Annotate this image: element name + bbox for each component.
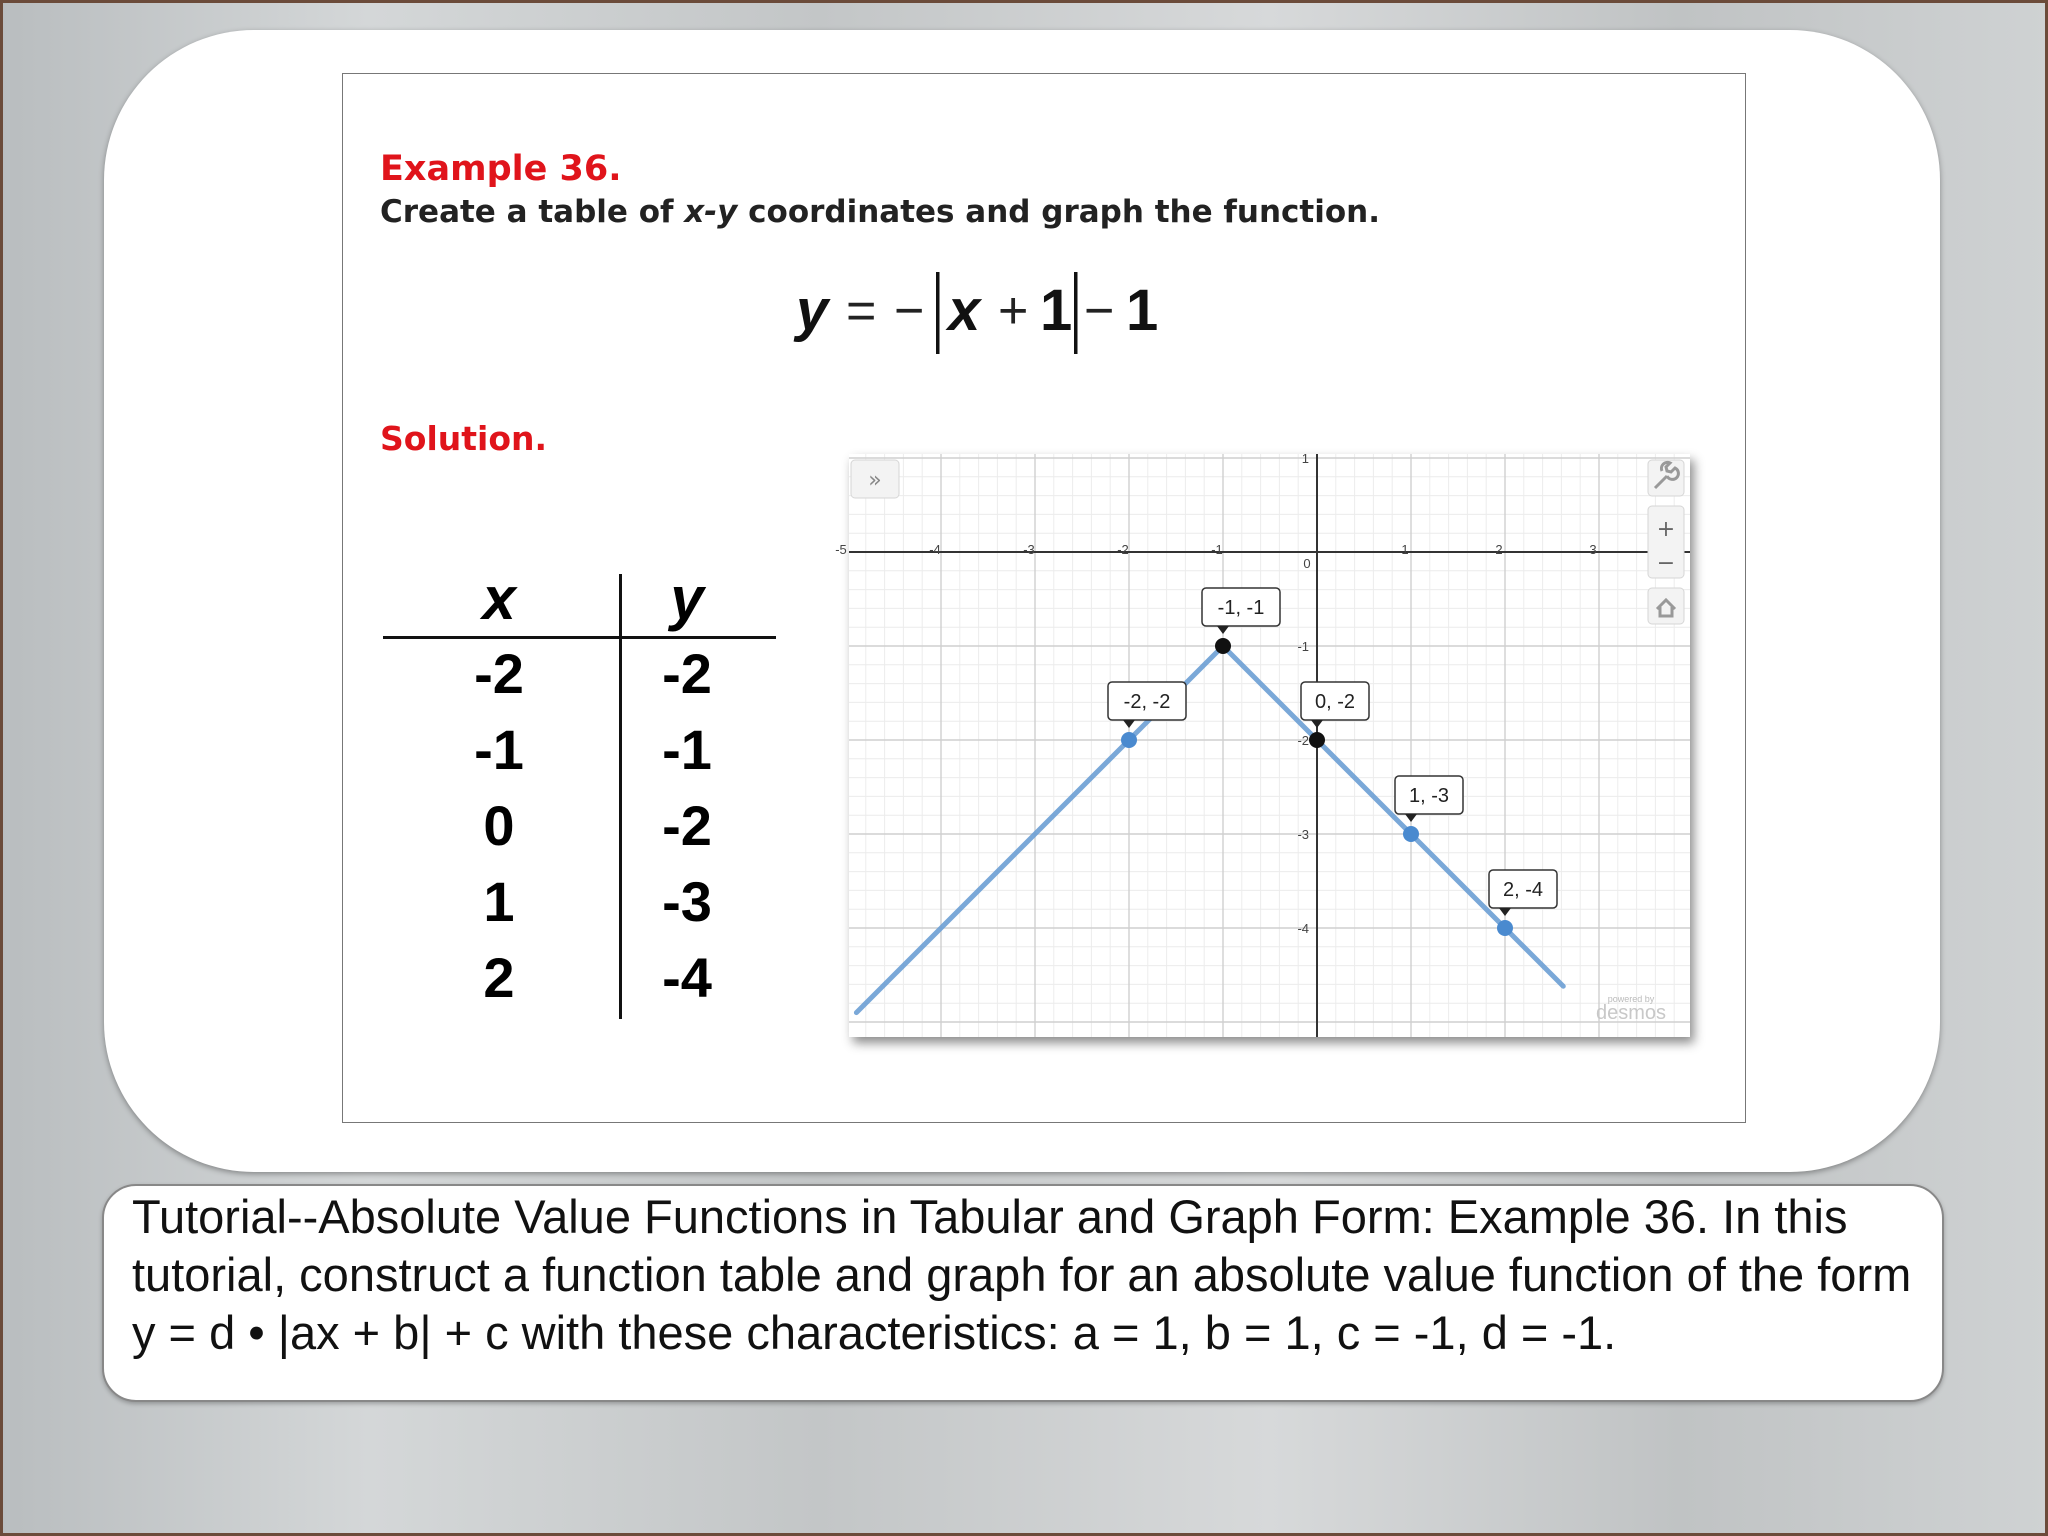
watermark-powered-by: powered by: [1607, 994, 1655, 1004]
x-tick-label: -2: [1117, 542, 1129, 557]
desmos-logo: desmos: [1595, 1002, 1667, 1024]
table-cell-y: -3: [662, 870, 712, 933]
lesson-slide: [342, 73, 1746, 1123]
absolute-value-line: [856, 646, 1563, 1013]
point-label: -2, -2: [1123, 691, 1171, 713]
point-label-pointer: [1405, 814, 1417, 822]
table-cell-x: 0: [483, 794, 515, 857]
equation-tail-minus: −: [1084, 282, 1115, 340]
point-label-pointer: [1217, 626, 1229, 634]
abs-bar-left: [936, 272, 940, 354]
point-label-pointer: [1123, 720, 1135, 728]
table-cell-y: -2: [662, 642, 712, 705]
data-point: [1121, 732, 1137, 748]
equation-inner-x: x: [948, 278, 981, 343]
table-header-y: y: [670, 565, 704, 632]
abs-bar-right: [1074, 272, 1078, 354]
caption-text: Tutorial--Absolute Value Functions in Tabular and Graph Form: Example 36. In this tutorial, construct a function table and graph for an absolute value function of the form y = d • |ax + b| + c with these characteristics: a = 1, b = 1, c = -1, d = -1.: [132, 1190, 1912, 1359]
point-label: -1, -1: [1217, 597, 1265, 619]
data-point: [1403, 826, 1419, 842]
x-tick-label: 1: [1401, 542, 1409, 557]
equation-tail-const: 1: [1126, 278, 1159, 343]
graph-axes: [849, 454, 1690, 1037]
table-cell-y: -1: [662, 718, 712, 781]
table-cell-y: -2: [662, 794, 712, 857]
x-tick-labels: [835, 542, 1596, 571]
expand-expressions-button[interactable]: [851, 460, 899, 498]
table-header-x: x: [482, 565, 516, 632]
zoom-controls: [1648, 506, 1684, 578]
y-tick-label: -1: [1297, 639, 1309, 654]
point-label-pointer: [1311, 720, 1323, 728]
home-button-bg[interactable]: [1648, 588, 1684, 624]
point-label: 0, -2: [1314, 691, 1356, 713]
table-cell-x: -1: [474, 718, 524, 781]
solution-label: Solution.: [380, 419, 548, 458]
zoom-out-button[interactable]: −: [1656, 551, 1676, 576]
equation-equals: =: [846, 282, 877, 340]
point-label: 1, -3: [1408, 785, 1450, 807]
equation-lhs: y: [796, 278, 829, 343]
zoom-in-button[interactable]: +: [1656, 517, 1676, 542]
table-cell-x: 1: [483, 870, 515, 933]
function-equation: [343, 254, 1745, 364]
plotted-points: [1108, 588, 1557, 936]
data-point: [1215, 638, 1231, 654]
data-point: [1309, 732, 1325, 748]
point-label: 2, -4: [1502, 879, 1544, 901]
xy-table: [383, 494, 783, 1024]
table-cell-y: -4: [662, 946, 712, 1009]
default-viewport-button[interactable]: [1648, 588, 1684, 624]
function-curve: [856, 646, 1563, 1013]
equation-plus: +: [998, 282, 1029, 340]
instruction-part-1: Create a table of: [380, 194, 685, 230]
x-tick-label: -4: [929, 542, 941, 557]
x-tick-label: -1: [1211, 542, 1223, 557]
table-column-divider: [619, 574, 622, 1019]
chevron-double-right-icon[interactable]: »: [868, 468, 882, 493]
instruction-part-3: coordinates and graph the function.: [737, 194, 1381, 230]
equation-svg: [784, 254, 1304, 364]
x-tick-label: -3: [1023, 542, 1035, 557]
table-cell-x: 2: [483, 946, 515, 1009]
table-header-rule: [383, 636, 776, 639]
x-tick-label: 3: [1589, 542, 1597, 557]
caption-box: [102, 1184, 1944, 1402]
y-tick-label: -4: [1297, 921, 1309, 936]
instruction-xy-term: x-y: [684, 194, 738, 230]
x-tick-label: 2: [1495, 542, 1503, 557]
table-cell-x: -2: [474, 642, 524, 705]
y-tick-label: 1: [1301, 451, 1309, 466]
data-point: [1497, 920, 1513, 936]
graph-canvas[interactable]: [835, 451, 1690, 1037]
grid-minor: [849, 454, 1690, 1037]
instruction-text: [380, 194, 1380, 230]
example-title: Example 36.: [380, 149, 622, 189]
point-label-pointer: [1499, 908, 1511, 916]
equation-inner-const: 1: [1040, 278, 1073, 343]
y-tick-label: -2: [1297, 733, 1309, 748]
desmos-graph[interactable]: [835, 451, 1690, 1037]
x-tick-label: -5: [835, 542, 847, 557]
y-tick-label: -3: [1297, 827, 1309, 842]
x-tick-label: 0: [1303, 556, 1311, 571]
graph-settings-button[interactable]: [1648, 460, 1684, 496]
equation-minus: −: [894, 282, 925, 340]
grid-major: [849, 454, 1690, 1037]
